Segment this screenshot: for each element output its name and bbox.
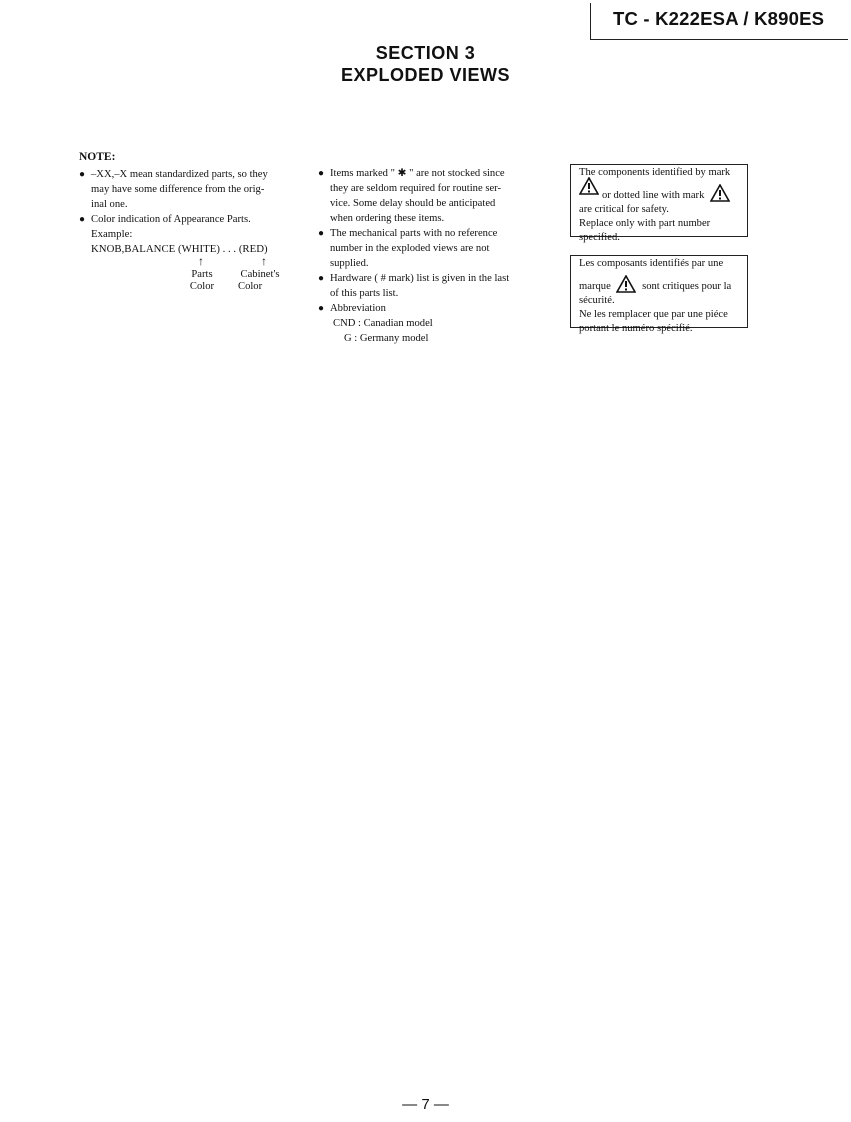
example-label: Example:: [91, 228, 133, 240]
bullet-icon: ●: [318, 303, 325, 314]
items-column: [318, 166, 530, 346]
model-title: TC - K222ESA / K890ES: [613, 8, 825, 29]
warning-triangle-icon: [579, 177, 599, 195]
note-title: NOTE:: [79, 151, 116, 163]
color-legend: [79, 254, 294, 292]
section-title: EXPLODED VIEWS: [340, 65, 511, 85]
note-column: [79, 150, 294, 292]
up-arrow-icon: ↑: [261, 254, 267, 268]
abbr-germany: G : Germany model: [344, 333, 429, 344]
warning-triangle-icon: [616, 275, 636, 293]
bullet-icon: ●: [79, 169, 86, 180]
model-header-box: [590, 3, 848, 40]
bullet-icon: ●: [79, 214, 86, 225]
safety-warning-french: Les composants identifiés par une marque sont critiques pour la sécurité. Ne les remplacer que par une piéce portant le numéro spécifié.: [570, 255, 748, 328]
example-value: KNOB,BALANCE (WHITE) . . . (RED): [91, 243, 268, 255]
items-bullet-hardware: ● Hardware ( # mark) list is given in the last of this parts list.: [318, 273, 510, 299]
safety-warning-english: The components identified by mark or dotted line with mark are critical for safety. Replace only with part number specified.: [570, 164, 748, 237]
note-bullet-standardized: ● –XX,–X mean standardized parts, so they may have some difference from the orig- inal one.: [79, 169, 268, 210]
section-number: SECTION 3: [375, 43, 476, 63]
up-arrow-icon: ↑: [198, 254, 204, 268]
page-number: — 7 —: [402, 1096, 449, 1113]
items-bullet-mechanical: ● The mechanical parts with no reference number in the exploded views are not supplied.: [318, 228, 498, 269]
bullet-icon: ●: [318, 273, 325, 284]
items-bullet-abbreviation: ● Abbreviation: [318, 303, 386, 314]
abbr-canadian: CND : Canadian model: [333, 318, 433, 329]
bullet-icon: ●: [318, 168, 325, 179]
items-bullet-not-stocked: ● Items marked " ✱ " are not stocked since they are seldom required for routine ser- vice. Some delay should be anticipated when ordering these items.: [318, 168, 505, 224]
parts-color-label: Parts Color: [189, 269, 215, 292]
note-bullet-color: ● Color indication of Appearance Parts.: [79, 214, 251, 225]
bullet-icon: ●: [318, 228, 325, 239]
cabinet-color-label: Cabinet's Color: [238, 269, 280, 292]
warning-triangle-icon: [710, 184, 730, 202]
